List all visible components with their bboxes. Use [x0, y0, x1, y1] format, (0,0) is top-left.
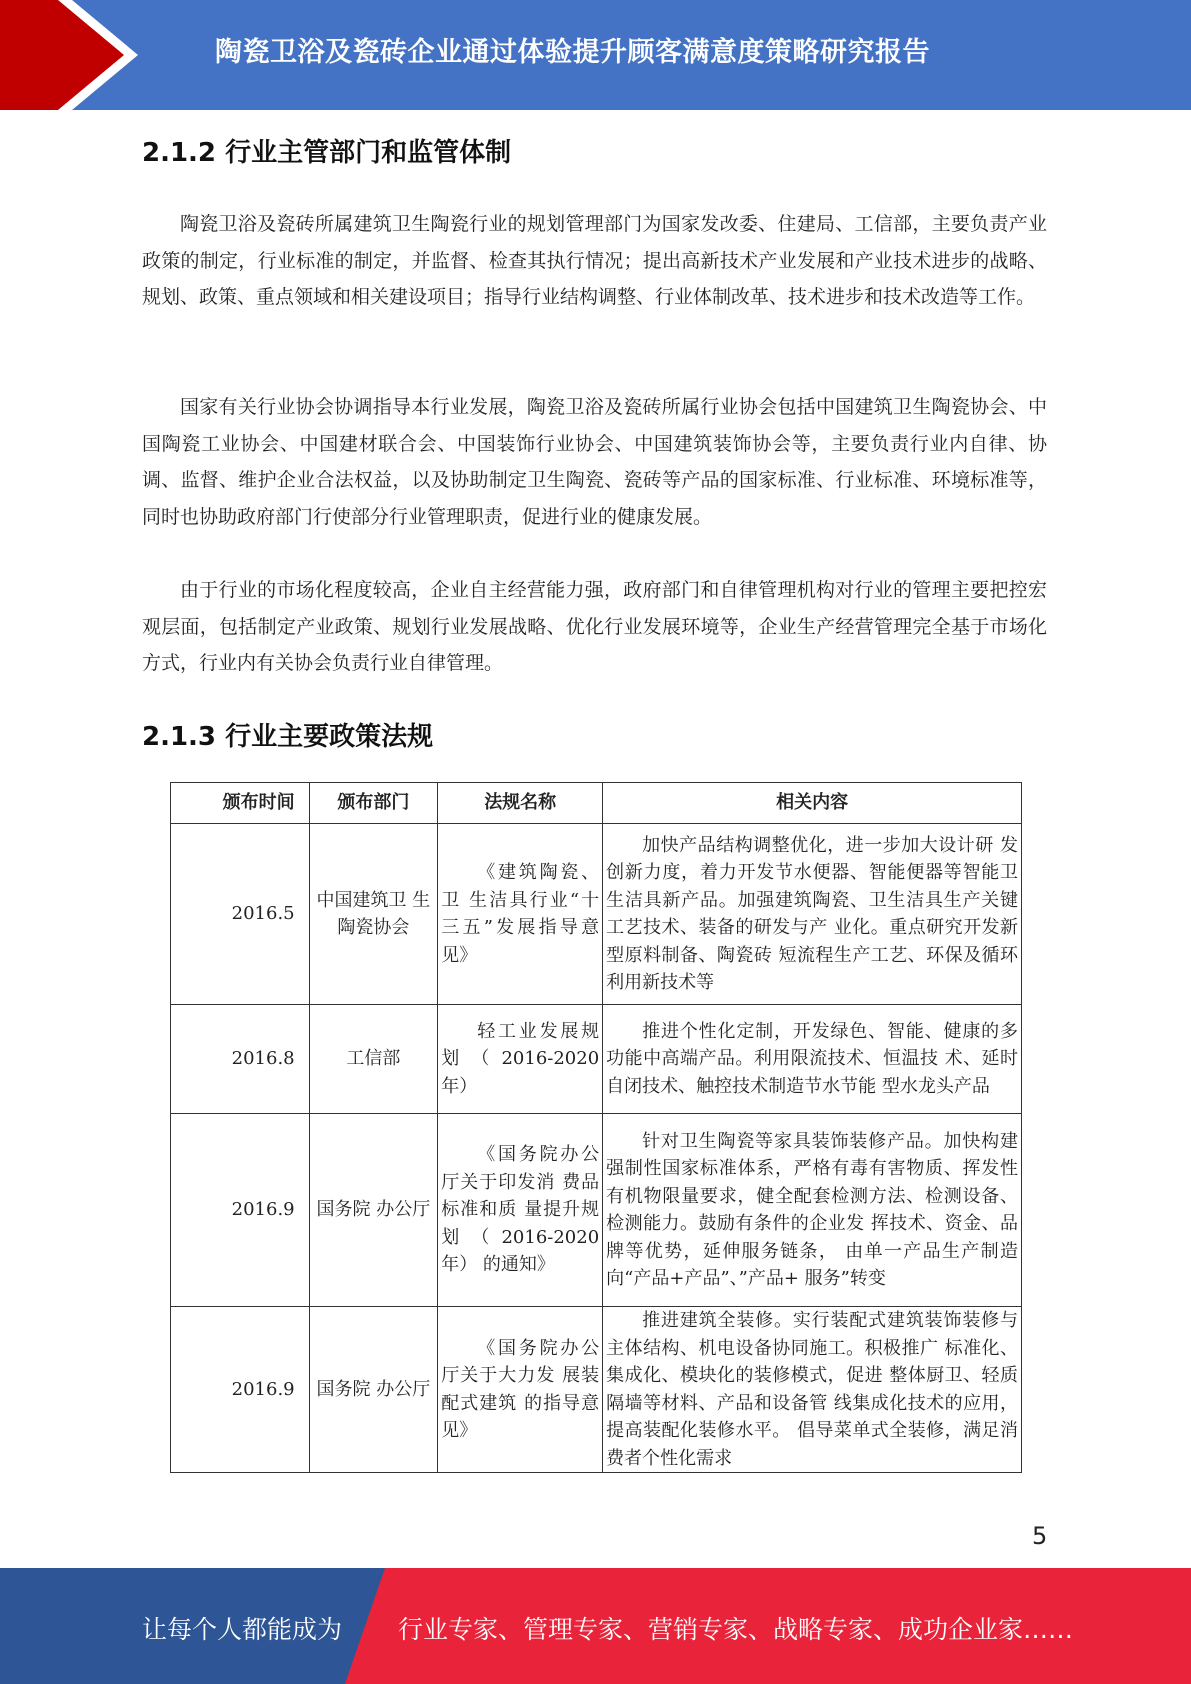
cell-department: 中国建筑卫 生陶瓷协会 [309, 824, 438, 1005]
footer-slogan-left: 让每个人都能成为 [142, 1615, 343, 1644]
table-row [171, 1005, 1022, 1114]
report-title: 陶瓷卫浴及瓷砖企业通过体验提升顾客满意度策略研究报告 [215, 37, 930, 68]
page-footer [0, 1568, 1191, 1684]
column-header-department: 颁布部门 [309, 783, 438, 824]
column-header-date: 颁布时间 [171, 783, 310, 824]
cell-date: 2016.9 [171, 1307, 310, 1473]
cell-department: 国务院 办公厅 [309, 1114, 438, 1307]
cell-content: 推进个性化定制，开发绿色、智能、健康的多功能中高端产品。利用限流技术、恒温技 术、延时自闭技术、触控技术制造节水节能 型水龙头产品 [603, 1005, 1022, 1114]
table-row [171, 1114, 1022, 1307]
cell-content: 针对卫生陶瓷等家具装饰装修产品。加快构建强制性国家标准体系，严格有毒有害物质、挥发性有机物限量要求，健全配套检测方法、检测设备、检测能力。鼓励有条件的企业发 挥技术、资金、品牌等优势，延伸服务链条， 由单一产品生产制造向“产品+产品”、”产品+ 服务”转变 [603, 1114, 1022, 1307]
cell-law-name: 《国务院办公厅关于大力发 展装配式建筑 的指导意见》 [438, 1307, 603, 1473]
paragraph-2: 国家有关行业协会协调指导本行业发展，陶瓷卫浴及瓷砖所属行业协会包括中国建筑卫生陶瓷协会、中国陶瓷工业协会、中国建材联合会、中国装饰行业协会、中国建筑装饰协会等，主要负责行业内自律、协调、监督、维护企业合法权益，以及协助制定卫生陶瓷、瓷砖等产品的国家标准、行业标准、环境标准等，同时也协助政府部门行使部分行业管理职责，促进行业的健康发展。 [142, 396, 1047, 528]
paragraph-1: 陶瓷卫浴及瓷砖所属建筑卫生陶瓷行业的规划管理部门为国家发改委、住建局、工信部，主要负责产业政策的制定，行业标准的制定，并监督、检查其执行情况；提出高新技术产业发展和产业技术进步的战略、规划、政策、重点领域和相关建设项目；指导行业结构调整、行业体制改革、技术进步和技术改造等工作。 [142, 213, 1047, 308]
paragraph-3: 由于行业的市场化程度较高，企业自主经营能力强，政府部门和自律管理机构对行业的管理主要把控宏观层面，包括制定产业政策、规划行业发展战略、优化行业发展环境等，企业生产经营管理完全基于市场化方式，行业内有关协会负责行业自律管理。 [142, 579, 1047, 674]
cell-law-name: 《国务院办公厅关于印发消 费品标准和质 量提升规划 （ 2016-2020 年） 的通知》 [438, 1114, 603, 1307]
cell-department: 工信部 [309, 1005, 438, 1114]
cell-date: 2016.9 [171, 1114, 310, 1307]
table-header-row [171, 783, 1022, 824]
page-header [0, 0, 1191, 110]
cell-law-name: 《建筑陶瓷、卫 生洁具行业“十三五”发展指导意见》 [438, 824, 603, 1005]
cell-department: 国务院 办公厅 [309, 1307, 438, 1473]
table-row [171, 824, 1022, 1005]
cell-content: 推进建筑全装修。实行装配式建筑装饰装修与主体结构、机电设备协同施工。积极推广 标准化、集成化、模块化的装修模式，促进 整体厨卫、轻质隔墙等材料、产品和设备管 线集成化技术的应用，提高装配化装修水平。 倡导菜单式全装修，满足消费者个性化需求 [603, 1307, 1022, 1473]
footer-slogan-right: 行业专家、管理专家、营销专家、战略专家、成功企业家…… [398, 1615, 1074, 1644]
page-number: 5 [1032, 1522, 1048, 1550]
section-heading-2-1-2: 2.1.2 行业主管部门和监管体制 [142, 138, 512, 168]
column-header-content: 相关内容 [603, 783, 1022, 824]
section-heading-2-1-3: 2.1.3 行业主要政策法规 [142, 722, 434, 752]
cell-law-name: 轻工业发展规划（2016-2020 年） [438, 1005, 603, 1114]
column-header-law-name: 法规名称 [438, 783, 603, 824]
cell-date: 2016.8 [171, 1005, 310, 1114]
policy-table [170, 782, 1022, 1473]
cell-content: 加快产品结构调整优化，进一步加大设计研 发创新力度，着力开发节水便器、智能便器等智能卫生洁具新产品。加强建筑陶瓷、卫生洁具生产关键工艺技术、装备的研发与产 业化。重点研究开发新型原料制备、陶瓷砖 短流程生产工艺、环保及循环利用新技术等 [603, 824, 1022, 1005]
table-row [171, 1307, 1022, 1473]
cell-date: 2016.5 [171, 824, 310, 1005]
